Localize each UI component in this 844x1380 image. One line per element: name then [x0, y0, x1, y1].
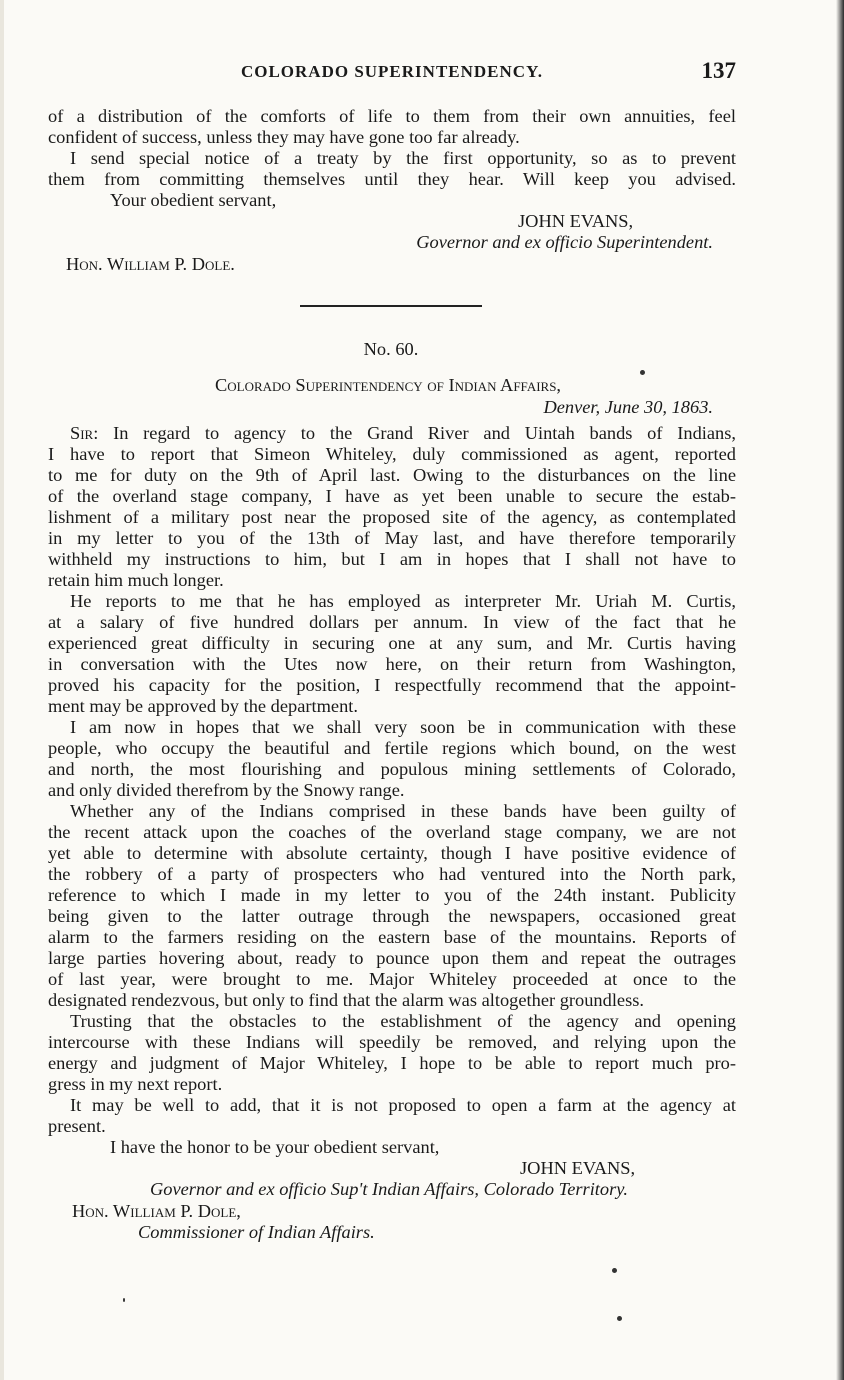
body-line: and north, the most flourishing and populous mining settlements of Colorado, — [48, 759, 736, 779]
body-line: It may be well to add, that it is not proposed to open a farm at the agency at — [70, 1095, 736, 1115]
prev-signer-title: Governor and ex officio Superintendent. — [416, 232, 713, 252]
closing: I have the honor to be your obedient servant, — [110, 1137, 440, 1157]
addressee-title: Commissioner of Indian Affairs. — [138, 1222, 375, 1242]
body-line: the recent attack upon the coaches of the overland stage company, we are not — [48, 822, 736, 842]
letter-number: No. 60. — [363, 339, 419, 359]
body-line: He reports to me that he has employed as interpreter Mr. Uriah M. Curtis, — [70, 591, 736, 611]
body-line: withheld my instructions to him, but I am in hopes that I shall not have to — [48, 549, 736, 569]
prev-signer: JOHN EVANS, — [518, 211, 634, 231]
prev-letter-line: confident of success, unless they may have gone too far already. — [48, 127, 520, 147]
body-line: gress in my next report. — [48, 1074, 223, 1094]
body-line: energy and judgment of Major Whiteley, I hope to be able to report much pro- — [48, 1053, 736, 1073]
body-line: ment may be approved by the department. — [48, 696, 358, 716]
body-line: I have to report that Simeon Whiteley, duly commissioned as agent, reported — [48, 444, 736, 464]
body-line: experienced great difficulty in securing one at any sum, and Mr. Curtis having — [48, 633, 736, 653]
body-line: and only divided therefrom by the Snowy range. — [48, 780, 405, 800]
body-line-text: In regard to agency to the Grand River and Uintah bands of Indians, — [98, 423, 736, 443]
print-speck — [123, 1298, 125, 1302]
body-line: intercourse with these Indians will speedily be removed, and relying upon the — [48, 1032, 736, 1052]
body-line: of last year, were brought to me. Major Whiteley proceeded at once to the — [48, 969, 736, 989]
running-title: COLORADO SUPERINTENDENCY. — [240, 62, 544, 81]
body-line: yet able to determine with absolute certainty, though I have positive evidence of — [48, 843, 736, 863]
body-line: at a salary of five hundred dollars per annum. In view of the fact that he — [48, 612, 736, 632]
body-line: of the overland stage company, I have as yet been unable to secure the estab- — [48, 486, 736, 506]
body-line: present. — [48, 1116, 106, 1136]
body-line: proved his capacity for the position, I respectfully recommend that the appoint- — [48, 675, 736, 695]
signer-title: Governor and ex officio Sup't Indian Affairs, Colorado Territory. — [150, 1179, 629, 1199]
body-line: in conversation with the Utes now here, on their return from Washington, — [48, 654, 736, 674]
print-speck — [617, 1316, 622, 1321]
body-line: to me for duty on the 9th of April last. Owing to the disturbances on the line — [48, 465, 736, 485]
body-line: alarm to the farmers residing on the eastern base of the mountains. Reports of — [48, 927, 736, 947]
body-line: designated rendezvous, but only to find that the alarm was altogether groundless. — [48, 990, 645, 1010]
print-speck — [612, 1268, 617, 1273]
page-number: 137 — [701, 58, 736, 83]
body-line-first — [70, 423, 736, 444]
signer: JOHN EVANS, — [520, 1158, 636, 1178]
body-line: I am now in hopes that we shall very soon be in communication with these — [70, 717, 736, 737]
page-binding-edge — [836, 0, 844, 1380]
section-divider — [300, 305, 482, 307]
body-line: large parties hovering about, ready to pounce upon them and repeat the outrages — [48, 948, 736, 968]
prev-letter-line: of a distribution of the comforts of life to them from their own annuities, feel — [48, 106, 736, 126]
body-line: reference to which I made in my letter to you of the 24th instant. Publicity — [48, 885, 736, 905]
dateline: Denver, June 30, 1863. — [543, 397, 713, 417]
body-line: lishment of a military post near the proposed site of the agency, as contemplated — [48, 507, 736, 527]
body-line: Whether any of the Indians comprised in these bands have been guilty of — [70, 801, 736, 821]
page-left-edge — [0, 0, 4, 1380]
prev-closing: Your obedient servant, — [110, 190, 277, 210]
body-line: the robbery of a party of prospecters who had ventured into the North park, — [48, 864, 736, 884]
prev-letter-line: them from committing themselves until they hear. Will keep you advised. — [48, 169, 736, 189]
prev-addressee: Hon. William P. Dole. — [66, 254, 235, 274]
body-line: people, who occupy the beautiful and fertile regions which bound, on the west — [48, 738, 736, 758]
body-line: being given to the latter outrage through the newspapers, occasioned great — [48, 906, 736, 926]
body-line: in my letter to you of the 13th of May last, and have therefore temporarily — [48, 528, 736, 548]
addressee: Hon. William P. Dole, — [72, 1201, 241, 1221]
office-heading: Colorado Superintendency of Indian Affairs, — [215, 375, 562, 395]
prev-letter-line: I send special notice of a treaty by the first opportunity, so as to prevent — [70, 148, 736, 168]
running-head — [48, 58, 736, 88]
salutation: Sir: — [70, 423, 99, 443]
body-line: retain him much longer. — [48, 570, 224, 590]
body-line: Trusting that the obstacles to the establishment of the agency and opening — [70, 1011, 736, 1031]
